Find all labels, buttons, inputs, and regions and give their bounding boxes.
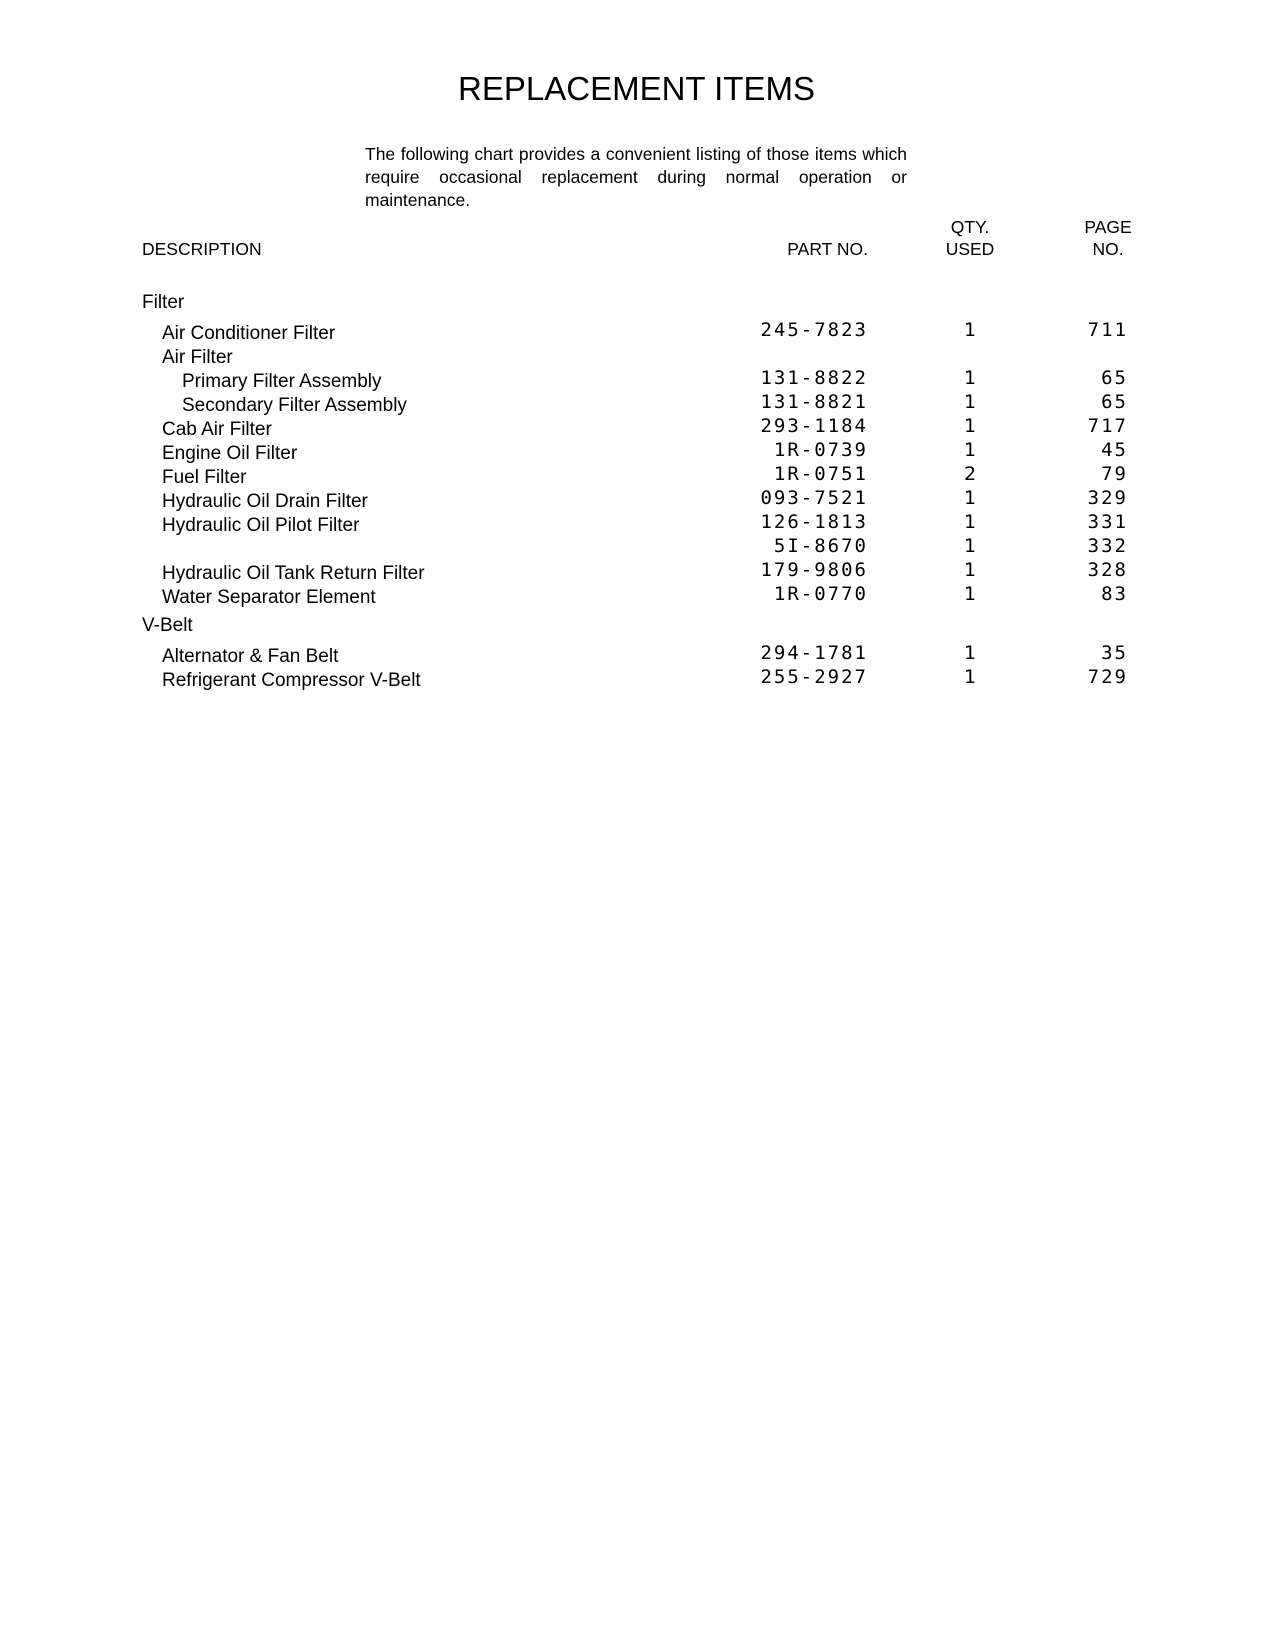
table-row: [0, 511, 1273, 536]
header-page-line2: NO.: [1092, 239, 1124, 259]
header-qty-line1: QTY.: [950, 217, 990, 237]
item-part-no: 245-7823: [760, 319, 868, 341]
table-row: [0, 666, 1273, 691]
table-row: [0, 642, 1273, 667]
item-description: Secondary Filter Assembly: [182, 395, 407, 416]
table-row: [0, 319, 1273, 344]
item-part-no: 294-1781: [760, 642, 868, 664]
item-qty-used: 1: [963, 487, 977, 509]
item-description: Fuel Filter: [162, 467, 247, 488]
item-description: Hydraulic Oil Drain Filter: [162, 491, 368, 512]
item-page-no: 711: [1087, 319, 1128, 341]
table-row: [0, 535, 1273, 560]
item-description: Water Separator Element: [162, 587, 376, 608]
item-description: Air Filter: [162, 347, 233, 368]
table-row: [0, 463, 1273, 488]
item-page-no: 35: [1101, 642, 1128, 664]
item-page-no: 717: [1087, 415, 1128, 437]
item-qty-used: 1: [963, 535, 977, 557]
item-qty-used: 1: [963, 583, 977, 605]
category-row: [0, 615, 1273, 643]
item-description: Hydraulic Oil Pilot Filter: [162, 515, 360, 536]
category-row: [0, 292, 1273, 320]
item-part-no: 5I-8670: [773, 535, 868, 557]
item-part-no: 131-8822: [760, 367, 868, 389]
item-qty-used: 1: [963, 666, 977, 688]
item-qty-used: 1: [963, 319, 977, 341]
item-part-no: 293-1184: [760, 415, 868, 437]
item-description: Primary Filter Assembly: [182, 371, 382, 392]
table-row: [0, 439, 1273, 464]
item-qty-used: 1: [963, 511, 977, 533]
item-qty-used: 1: [963, 415, 977, 437]
item-description: Filter: [142, 292, 185, 313]
page-title: REPLACEMENT ITEMS: [458, 70, 815, 107]
header-page-line1: PAGE: [1084, 217, 1132, 237]
header-part-no: PART NO.: [787, 239, 868, 259]
header-qty-line2: USED: [945, 239, 995, 259]
item-part-no: 126-1813: [760, 511, 868, 533]
table-row: [0, 415, 1273, 440]
table-row: [0, 391, 1273, 416]
item-page-no: 332: [1087, 535, 1128, 557]
item-page-no: 729: [1087, 666, 1128, 688]
table-row: [0, 487, 1273, 512]
item-description: Hydraulic Oil Tank Return Filter: [162, 563, 425, 584]
item-part-no: 131-8821: [760, 391, 868, 413]
item-description: Alternator & Fan Belt: [162, 646, 339, 667]
intro-paragraph: The following chart provides a convenient listing of those items which require occasional replacement during normal operation or maintenance.: [365, 144, 907, 210]
item-qty-used: 1: [963, 367, 977, 389]
item-qty-used: 1: [963, 439, 977, 461]
item-page-no: 45: [1101, 439, 1128, 461]
item-page-no: 83: [1101, 583, 1128, 605]
item-description: V-Belt: [142, 615, 193, 636]
table-row: [0, 343, 1273, 368]
item-description: Refrigerant Compressor V-Belt: [162, 670, 421, 691]
item-page-no: 331: [1087, 511, 1128, 533]
item-page-no: 79: [1101, 463, 1128, 485]
table-row: [0, 367, 1273, 392]
item-page-no: 65: [1101, 391, 1128, 413]
item-qty-used: 2: [963, 463, 977, 485]
item-page-no: 328: [1087, 559, 1128, 581]
item-part-no: 255-2927: [760, 666, 868, 688]
header-description: DESCRIPTION: [142, 239, 262, 259]
item-description: Air Conditioner Filter: [162, 323, 336, 344]
table-row: [0, 559, 1273, 584]
item-qty-used: 1: [963, 559, 977, 581]
item-qty-used: 1: [963, 391, 977, 413]
item-description: Engine Oil Filter: [162, 443, 298, 464]
item-part-no: 179-9806: [760, 559, 868, 581]
item-part-no: 093-7521: [760, 487, 868, 509]
item-part-no: 1R-0770: [773, 583, 868, 605]
item-part-no: 1R-0751: [773, 463, 868, 485]
item-part-no: 1R-0739: [773, 439, 868, 461]
item-qty-used: 1: [963, 642, 977, 664]
item-description: Cab Air Filter: [162, 419, 272, 440]
item-page-no: 329: [1087, 487, 1128, 509]
table-row: [0, 583, 1273, 608]
item-page-no: 65: [1101, 367, 1128, 389]
